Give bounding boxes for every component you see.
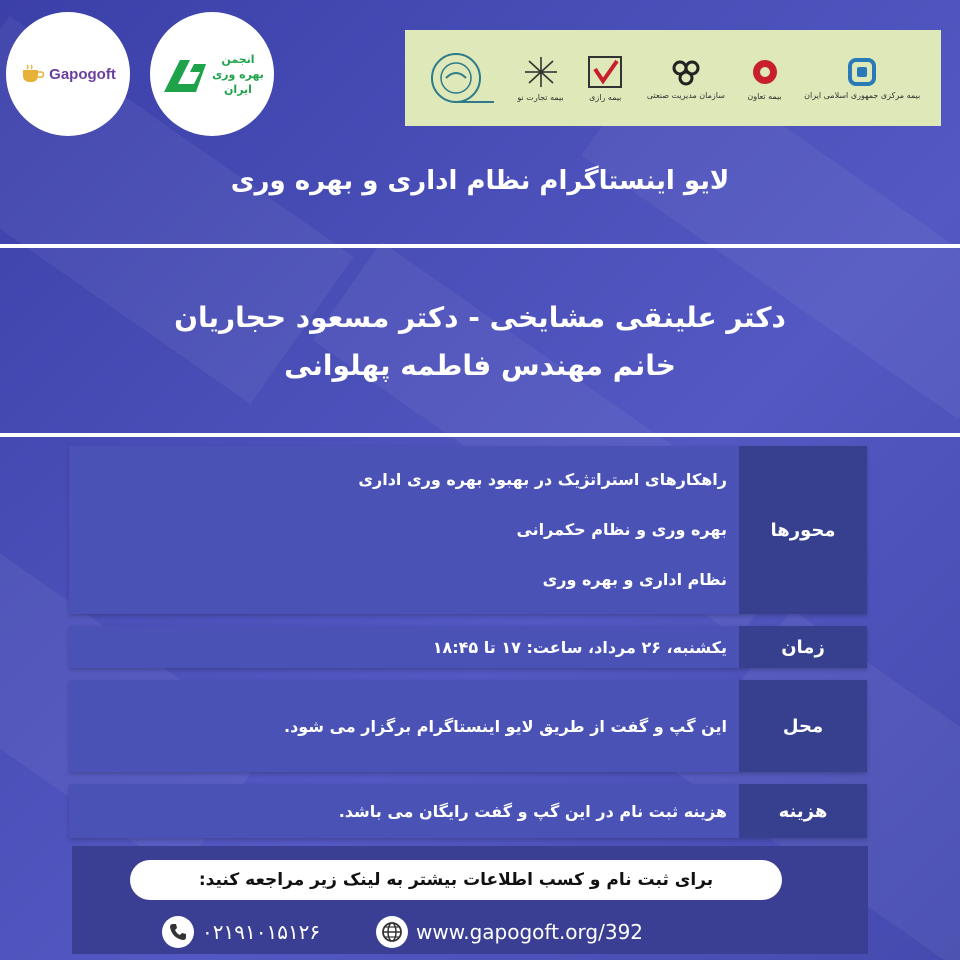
speakers-block	[0, 294, 960, 390]
taavon-insurance-icon	[747, 56, 783, 88]
anjoman-bahrevari-logo	[150, 12, 274, 136]
cost-row	[69, 784, 867, 838]
topic-item: بهره وری و نظام حکمرانی	[516, 520, 727, 539]
coffee-cup-icon	[20, 64, 46, 84]
speakers-line-1: دکتر علینقی مشایخی - دکتر مسعود حجاریان	[174, 301, 786, 334]
website-contact[interactable]	[376, 916, 643, 948]
footer-box	[72, 846, 868, 954]
central-insurance-icon	[844, 57, 880, 87]
sponsor-razi-insurance: بیمه رازی	[585, 55, 625, 102]
sponsors-bar	[405, 30, 941, 126]
cost-value: هزینه ثبت نام در این گپ و گفت رایگان می باشد.	[69, 784, 739, 838]
tejarat-no-insurance-icon	[521, 55, 561, 89]
place-label: محل	[739, 680, 867, 772]
time-value: یکشنبه، ۲۶ مرداد، ساعت: ۱۷ تا ۱۸:۴۵	[69, 626, 739, 668]
registration-info: برای ثبت نام و کسب اطلاعات بیشتر به لینک زیر مراجعه کنید:	[130, 860, 782, 900]
phone-contact[interactable]	[162, 916, 320, 948]
sponsor-circular-emblem	[426, 50, 496, 106]
event-title: لایو اینستاگرام نظام اداری و بهره وری	[230, 166, 730, 196]
topics-row	[69, 446, 867, 614]
cost-label: هزینه	[739, 784, 867, 838]
anjoman-emblem-icon	[160, 54, 206, 94]
place-value: این گپ و گفت از طریق لایو اینستاگرام برگزار می شود.	[69, 680, 739, 772]
website-link[interactable]: www.gapogoft.org/392	[416, 920, 644, 944]
gapogoft-logo	[6, 12, 130, 136]
phone-number[interactable]: ۰۲۱۹۱۰۱۵۱۲۶	[202, 920, 321, 944]
topics-list	[69, 446, 739, 614]
topic-item: نظام اداری و بهره وری	[542, 570, 727, 589]
time-label: زمان	[739, 626, 867, 668]
globe-icon	[376, 916, 408, 948]
topic-item: راهکارهای استراتژیک در بهبود بهره وری اداری	[358, 470, 727, 489]
place-row	[69, 680, 867, 772]
divider-bottom	[0, 433, 960, 437]
divider-top	[0, 244, 960, 248]
time-row	[69, 626, 867, 668]
sponsor-taavon-insurance: بیمه تعاون	[747, 56, 783, 101]
topics-label: محورها	[739, 446, 867, 614]
gapogoft-logo-text: Gapogoft	[49, 65, 116, 83]
sponsor-tejarat-no-insurance: بیمه تجارت نو	[517, 55, 563, 102]
sponsor-central-insurance: بیمه مرکزی جمهوری اسلامی ایران	[804, 57, 920, 100]
razi-insurance-icon	[585, 55, 625, 89]
sponsor-industrial-management: سازمان مدیریت صنعتی	[647, 57, 725, 100]
anjoman-logo-text: انجمن بهره وری ایران	[212, 52, 264, 96]
circular-emblem-icon	[426, 50, 496, 106]
industrial-management-icon	[668, 57, 704, 87]
speakers-line-2: خانم مهندس فاطمه پهلوانی	[284, 349, 676, 382]
phone-icon	[162, 916, 194, 948]
